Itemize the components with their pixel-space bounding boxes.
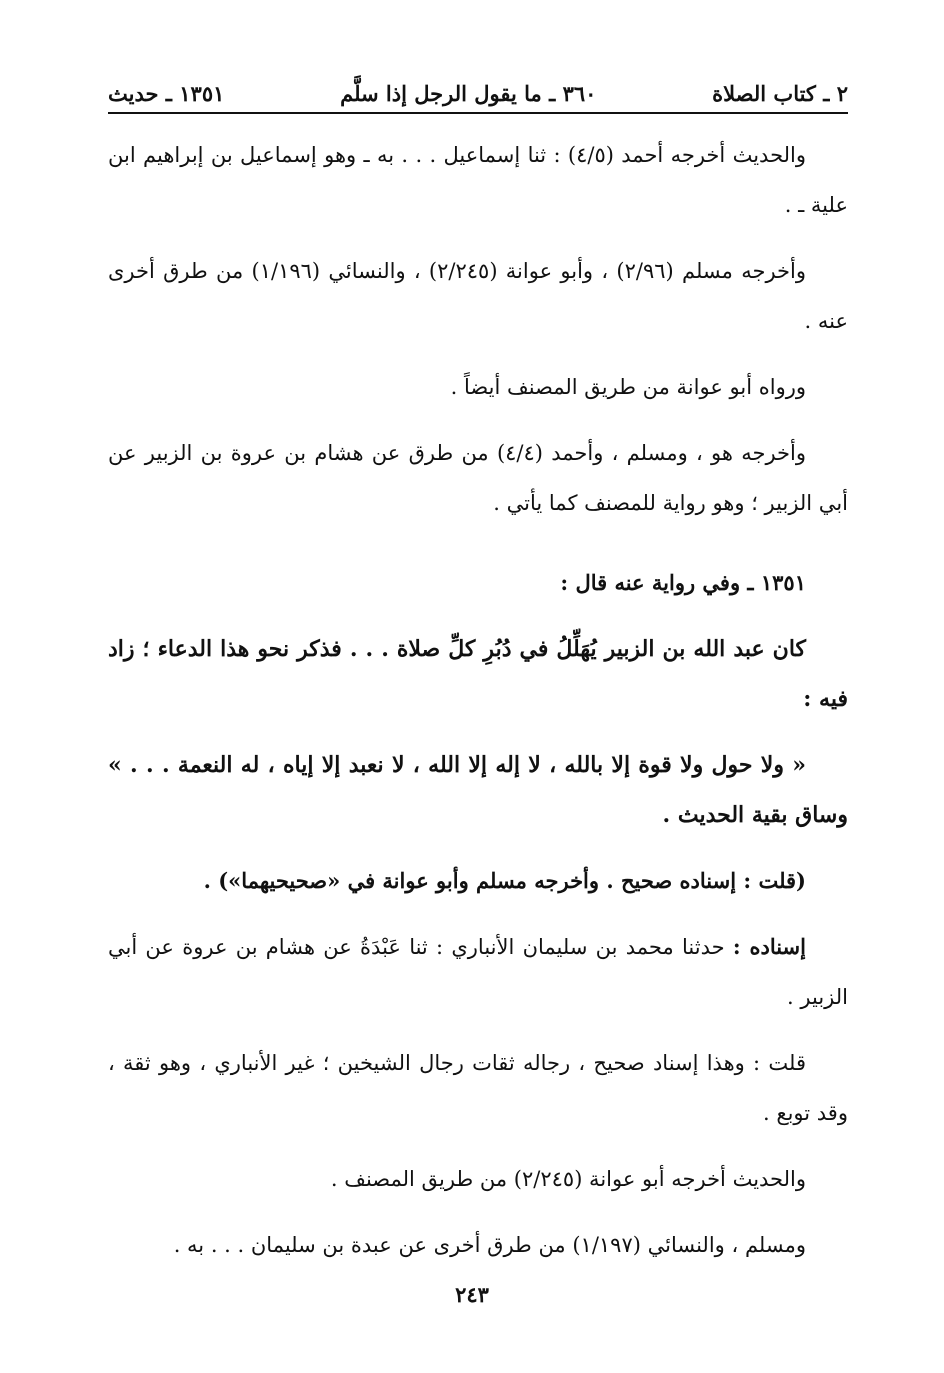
running-header [108, 70, 848, 114]
header-book-title: ٢ ـ كتاب الصلاة [712, 81, 848, 106]
header-hadith-number: ١٣٥١ ـ حديث [108, 81, 225, 106]
paragraph-4: وأخرجه هو ، ومسلم ، وأحمد (٤/٤) من طرق عن هشام بن عروة بن الزبير عن أبي الزبير ؛ وهو رواية للمصنف كما يأتي . [108, 441, 848, 515]
paragraph-2: وأخرجه مسلم (٢/٩٦) ، وأبو عوانة (٢/٢٤٥) ، والنسائي (١/١٩٦) من طرق أخرى عنه . [108, 259, 848, 333]
comment-paragraph [108, 1038, 848, 1138]
book-page [108, 70, 848, 1286]
page-content [108, 130, 848, 1270]
hadith-text-1: كان عبد الله بن الزبير يُهَلِّلُ في دُبُرِ كلِّ صلاة . . . فذكر نحو هذا الدعاء ؛ زاد فيه : [108, 636, 848, 712]
isnad-paragraph [108, 922, 848, 1022]
hadith-text-2: « ولا حول ولا قوة إلا بالله ، لا إله إلا الله ، لا نعبد إلا إياه ، له النعمة . . . » وساق بقية الحديث . [108, 752, 848, 828]
paragraph-3: ورواه أبو عوانة من طريق المصنف أيضاً . [450, 375, 806, 399]
comment-text: وهذا إسناد صحيح ، رجاله ثقات رجال الشيخين ؛ غير الأنباري ، وهو ثقة ، وقد توبع . [108, 1051, 848, 1125]
comment-label: قلت : [753, 1051, 806, 1075]
isnad-label: إسناده : [732, 934, 806, 959]
hadith-verdict: (قلت : إسناده صحيح . وأخرجه مسلم وأبو عوانة في «صحيحيهما») . [203, 868, 806, 893]
header-chapter-title: ٣٦٠ ـ ما يقول الرجل إذا سلَّم [340, 81, 597, 106]
isnad-text: حدثنا محمد بن سليمان الأنباري : ثنا عَبْدَةُ عن هشام بن عروة عن أبي الزبير . [108, 935, 848, 1009]
hadith-number-heading: ١٣٥١ ـ وفي رواية عنه قال : [560, 570, 806, 595]
page-number: ٢٤٣ [455, 1282, 489, 1307]
paragraph-1: والحديث أخرجه أحمد (٤/٥) : ثنا إسماعيل . . . به ـ وهو إسماعيل بن إبراهيم ابن علية ـ . [108, 143, 848, 217]
closing-paragraph-2: ومسلم ، والنسائي (١/١٩٧) من طرق أخرى عن عبدة بن سليمان . . . به . [173, 1233, 806, 1257]
closing-paragraph-1: والحديث أخرجه أبو عوانة (٢/٢٤٥) من طريق المصنف . [330, 1167, 806, 1191]
